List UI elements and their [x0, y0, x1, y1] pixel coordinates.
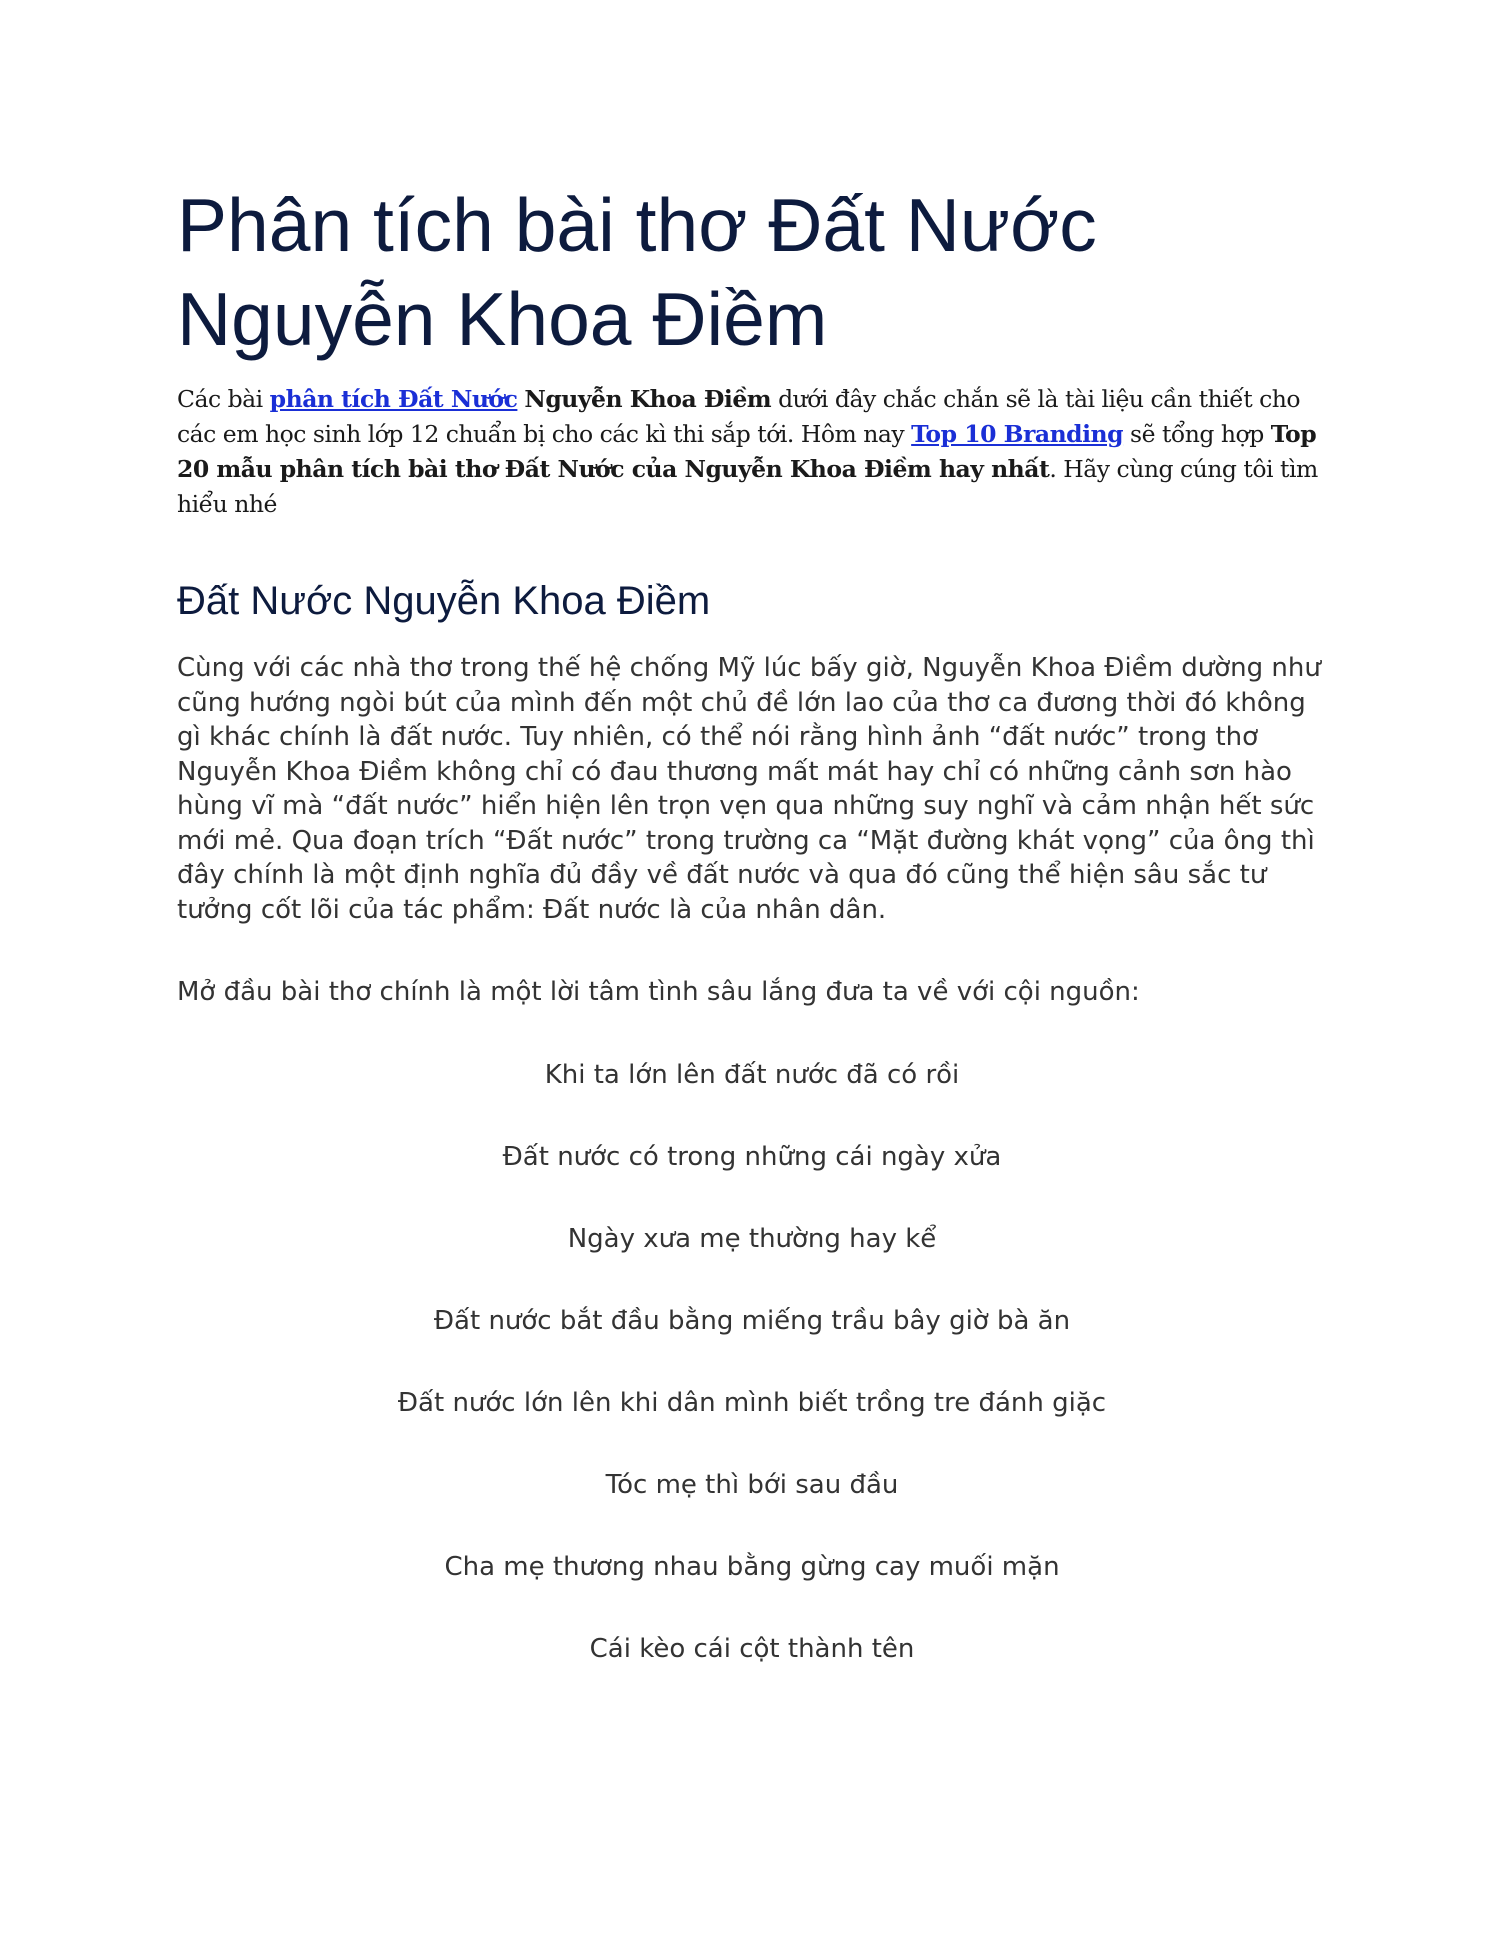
intro-text-4: sẽ tổng hợp: [1123, 420, 1271, 448]
section-heading: Đất Nước Nguyễn Khoa Điềm: [177, 579, 711, 623]
body-paragraph-1: Cùng với các nhà thơ trong thế hệ chống Mỹ lúc bấy giờ, Nguyễn Khoa Điềm dường như cũng hướng ngòi bút của mình đến một chủ đề lớn lao của thơ ca đương thời đó không gì khác chính là đất nước. Tuy nhiên, có thể nói rằng hình ảnh “đất nước” trong thơ Nguyễn Khoa Điềm không chỉ có đau thương mất mát hay chỉ có những cảnh sơn hào hùng vĩ mà “đất nước” hiển hiện lên trọn vẹn qua những suy nghĩ và cảm nhận hết sức mới mẻ. Qua đoạn trích “Đất nước” trong trường ca “Mặt đường khát vọng” của ông thì đây chính là một định nghĩa đủ đầy về đất nước và qua đó cũng thể hiện sâu sắc tư tưởng cốt lõi của tác phẩm: Đất nước là của nhân dân.: [177, 653, 1321, 925]
intro-paragraph: [177, 382, 1327, 522]
link-phan-tich-dat-nuoc[interactable]: phân tích Đất Nước: [269, 385, 518, 413]
intro-text-1: Các bài: [177, 385, 270, 413]
article-content: [177, 178, 1327, 1714]
poem-line: Khi ta lớn lên đất nước đã có rồi: [544, 1059, 960, 1090]
poem-line: Tóc mẹ thì bới sau đầu: [605, 1469, 899, 1500]
poem-line: Đất nước lớn lên khi dân mình biết trồng tre đánh giặc: [397, 1387, 1107, 1418]
poem-block: [177, 1058, 1327, 1666]
intro-text-5: . Hãy cùng cúng tôi tìm hiểu nhé: [177, 455, 1318, 518]
intro-text-3: dưới đây chắc chắn sẽ là tài liệu cần thiết cho các em học sinh lớp 12 chuẩn bị cho các kì thi sắp tới. Hôm nay: [177, 385, 1301, 448]
poem-line: Cái kèo cái cột thành tên: [589, 1633, 915, 1664]
intro-bold-top20: Top 20 mẫu phân tích bài thơ Đất Nước của Nguyễn Khoa Điềm hay nhất: [177, 420, 1317, 483]
poem-line: Đất nước bắt đầu bằng miếng trầu bây giờ bà ăn: [433, 1305, 1071, 1336]
poem-line: Cha mẹ thương nhau bằng gừng cay muối mặn: [444, 1551, 1060, 1582]
poem-line: Ngày xưa mẹ thường hay kể: [567, 1223, 937, 1254]
page-title: Phân tích bài thơ Đất Nước Nguyễn Khoa Điềm: [177, 183, 1097, 361]
link-top-10-branding[interactable]: Top 10 Branding: [911, 420, 1124, 448]
body-paragraph-2: Mở đầu bài thơ chính là một lời tâm tình sâu lắng đưa ta về với cội nguồn:: [177, 977, 1140, 1007]
intro-bold-author: Nguyễn Khoa Điềm: [524, 385, 772, 413]
poem-line: Đất nước có trong những cái ngày xửa: [502, 1141, 1002, 1172]
